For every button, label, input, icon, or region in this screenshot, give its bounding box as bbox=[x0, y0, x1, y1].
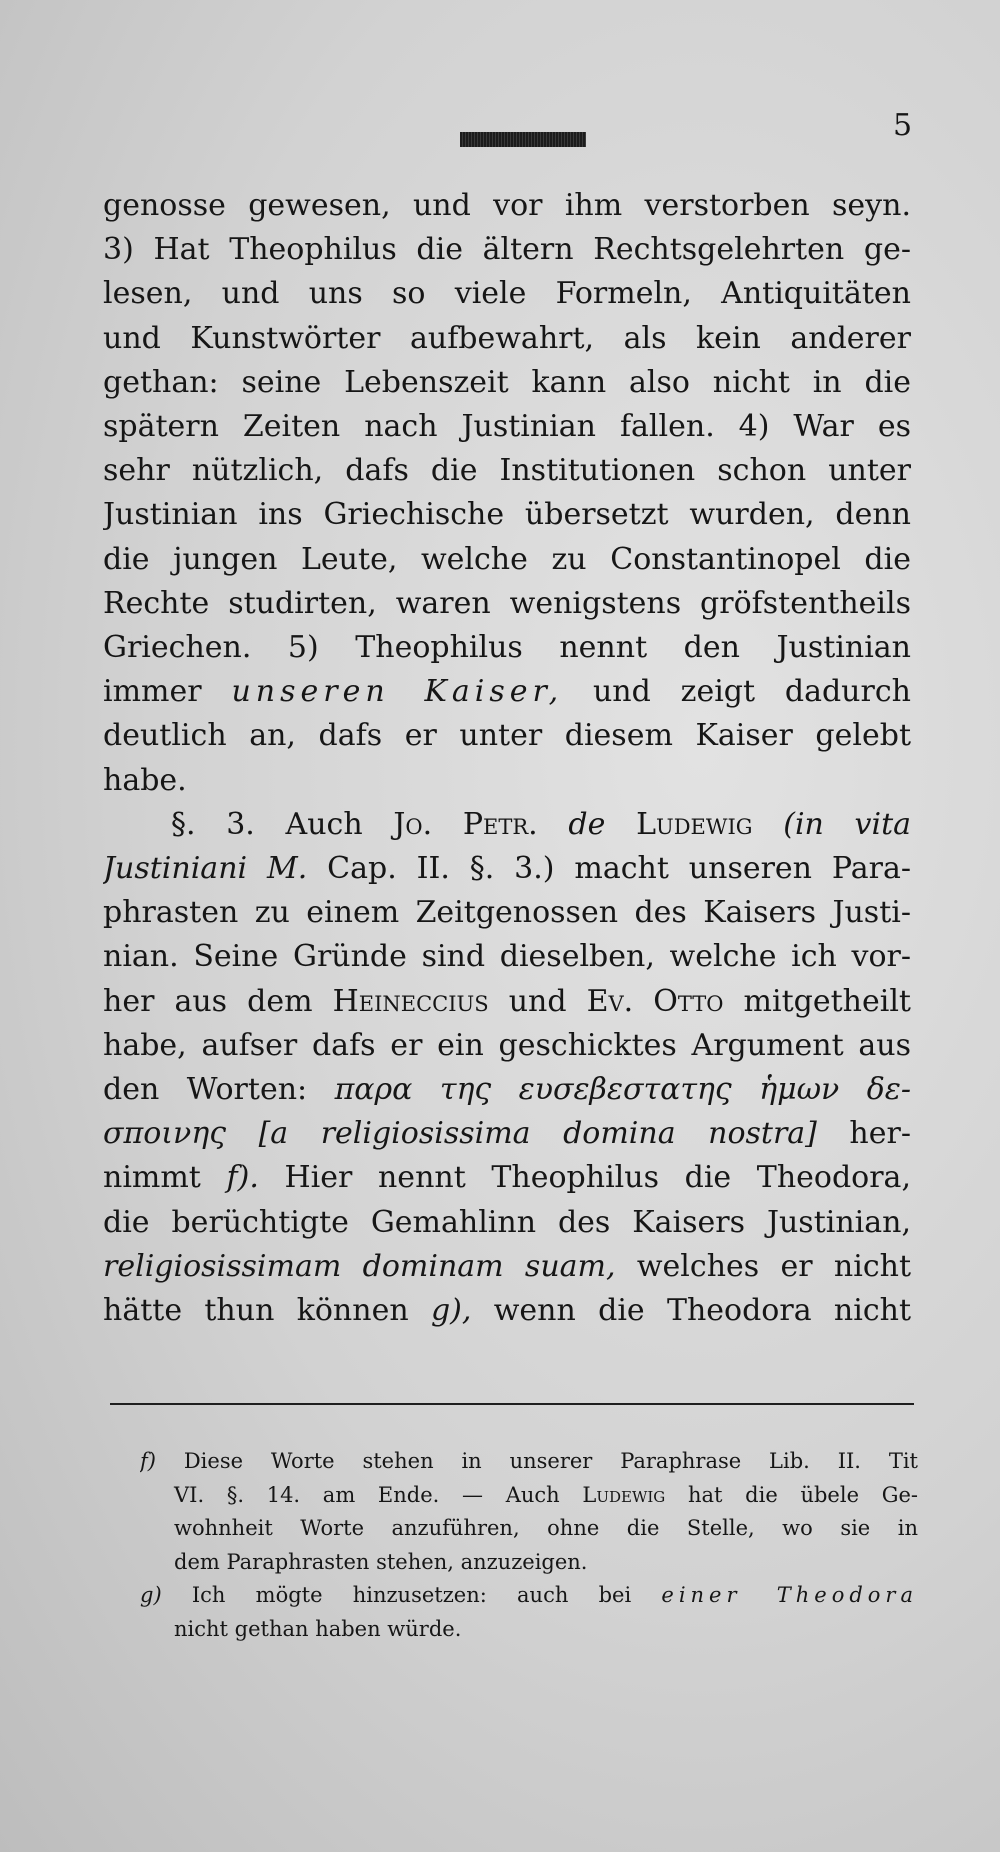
author-name: Heineccius bbox=[332, 983, 489, 1019]
footnote-mark-g: g) bbox=[140, 1583, 162, 1607]
text-run: Hier nennt Theophilus die Theodora, bbox=[284, 1160, 911, 1196]
text-run: de bbox=[568, 806, 606, 842]
latin-quote: religiosissimam dominam suam, bbox=[103, 1248, 616, 1284]
author-name: Jo. Petr. bbox=[393, 806, 538, 842]
text-line: spätern Zeiten nach Justinian fallen. 4) War es bbox=[103, 409, 911, 445]
spaced-emphasis: unseren Kaiser, bbox=[231, 674, 564, 710]
page-number: 5 bbox=[893, 108, 913, 143]
author-name: Ludewig bbox=[582, 1482, 666, 1507]
latin-translation: [a religiosissima domina nostra] bbox=[258, 1116, 817, 1152]
text-line: phrasten zu einem Zeitgenossen des Kaisers Justi- bbox=[103, 895, 911, 931]
text-line bbox=[103, 1156, 911, 1200]
text-run: VI. §. 14. am Ende. — Auch bbox=[174, 1482, 560, 1507]
text-line: und Kunstwörter aufbewahrt, als kein anderer bbox=[103, 320, 911, 356]
text-run: §. 3. Auch bbox=[171, 806, 363, 842]
header-ornament-rule bbox=[460, 132, 586, 147]
text-line: Justinian ins Griechische übersetzt wurden, denn bbox=[103, 497, 911, 533]
footnote-mark-f: f) bbox=[140, 1449, 156, 1473]
footnotes bbox=[140, 1445, 918, 1646]
citation: (in vita bbox=[783, 806, 911, 842]
text-run: Ich mögte hinzusetzen: auch bei bbox=[191, 1583, 632, 1607]
text-line bbox=[103, 980, 911, 1024]
text-line: Rechte studirten, waren wenigstens gröfstentheils bbox=[103, 585, 911, 621]
footnote-ref-f: f). bbox=[226, 1160, 259, 1196]
greek-quote: σποινης bbox=[103, 1116, 227, 1152]
text-line: genosse gewesen, und vor ihm verstorben seyn. bbox=[103, 188, 911, 223]
text-run: her- bbox=[849, 1116, 911, 1152]
text-line: Griechen. 5) Theophilus nennt den Justinian bbox=[103, 630, 911, 666]
text-line: gethan: seine Lebenszeit kann also nicht in die bbox=[103, 364, 911, 400]
text-line: die berüchtigte Gemahlinn des Kaisers Justinian, bbox=[103, 1204, 911, 1240]
text-line: nian. Seine Gründe sind dieselben, welche ich vor- bbox=[103, 939, 911, 975]
text-line bbox=[103, 1068, 911, 1112]
text-run: immer bbox=[103, 674, 202, 710]
text-run: hat die übele Ge- bbox=[688, 1482, 918, 1507]
text-line bbox=[103, 1245, 911, 1289]
text-run: nimmt bbox=[103, 1160, 201, 1196]
text-line: lesen, und uns so viele Formeln, Antiquitäten bbox=[103, 276, 911, 312]
text-run: Diese Worte stehen in unserer Paraphrase Lib. II. Tit bbox=[183, 1449, 918, 1473]
footnote-f-line: dem Paraphrasten stehen, anzuzeigen. bbox=[174, 1549, 588, 1574]
footnote-f-line bbox=[140, 1445, 918, 1479]
text-run: welches er nicht bbox=[636, 1248, 911, 1284]
footnote-f-line: wohnheit Worte anzuführen, ohne die Stelle, wo sie in bbox=[174, 1516, 918, 1540]
text-run: und zeigt dadurch bbox=[592, 674, 911, 710]
body-text bbox=[103, 184, 911, 1333]
footnote-divider bbox=[110, 1403, 914, 1405]
text-line bbox=[103, 1289, 911, 1333]
citation: Justiniani M. bbox=[103, 851, 308, 887]
text-line: deutlich an, dafs er unter diesem Kaiser gelebt bbox=[103, 718, 911, 754]
text-line: 3) Hat Theophilus die ältern Rechtsgelehrten ge- bbox=[103, 232, 911, 268]
footnote-f-line bbox=[140, 1479, 918, 1513]
text-run: Cap. II. §. 3.) macht unseren Para- bbox=[327, 851, 911, 887]
text-line: habe, aufser dafs er ein geschicktes Argument aus bbox=[103, 1027, 911, 1063]
section-3-heading-line bbox=[103, 803, 911, 847]
text-run: her aus dem bbox=[103, 983, 313, 1019]
text-run: und bbox=[508, 983, 567, 1019]
text-line: sehr nützlich, dafs die Institutionen schon unter bbox=[103, 453, 911, 489]
text-run: mitgetheilt bbox=[743, 983, 911, 1019]
text-run: den Worten: bbox=[103, 1072, 308, 1108]
text-run: wenn die Theodora nicht bbox=[493, 1293, 911, 1329]
footnote-g-line: nicht gethan haben würde. bbox=[174, 1616, 462, 1641]
footnote-g-line bbox=[140, 1579, 918, 1613]
author-name: Ludewig bbox=[636, 806, 753, 842]
text-line: habe. bbox=[103, 762, 187, 798]
text-line bbox=[103, 847, 911, 891]
footnote-ref-g: g), bbox=[430, 1293, 472, 1329]
text-line: die jungen Leute, welche zu Constantinopel die bbox=[103, 541, 911, 577]
text-line bbox=[103, 1112, 911, 1156]
text-run: hätte thun können bbox=[103, 1293, 409, 1329]
spaced-emphasis: einer Theodora bbox=[661, 1583, 918, 1607]
text-line bbox=[103, 670, 911, 714]
author-name: Ev. Otto bbox=[586, 983, 724, 1019]
greek-quote: παρα της ευσεβεστατης ἡμων δε- bbox=[334, 1072, 911, 1108]
